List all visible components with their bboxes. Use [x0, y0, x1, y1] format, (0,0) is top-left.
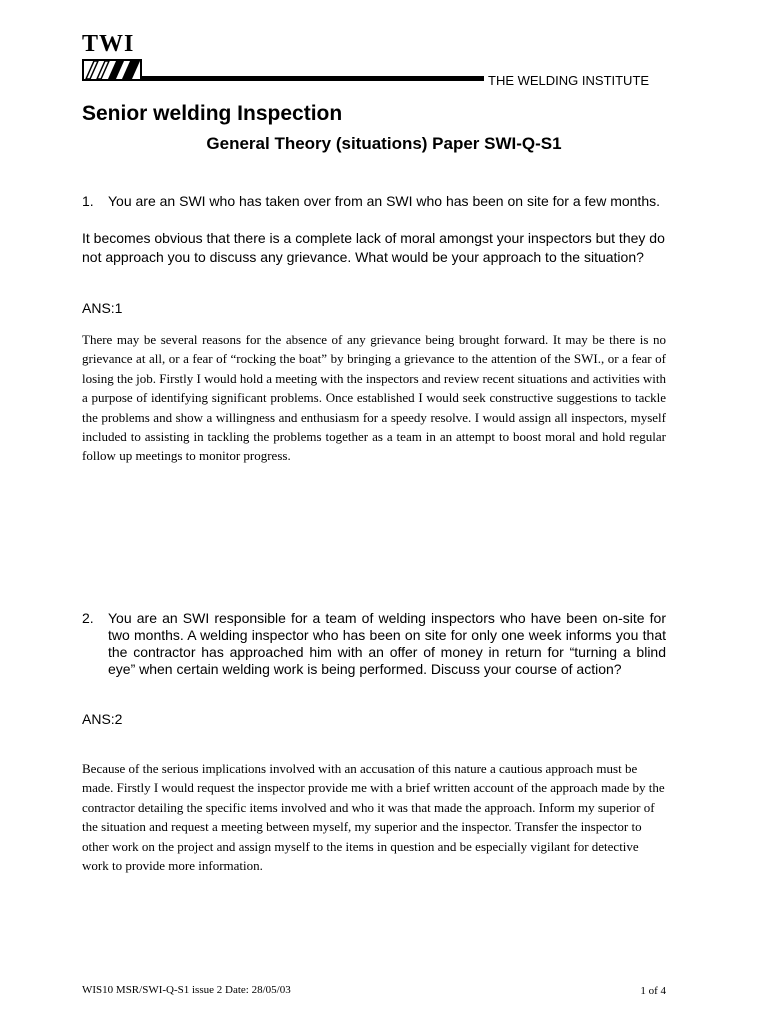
institute-name: THE WELDING INSTITUTE	[488, 73, 650, 88]
document-title: Senior welding Inspection	[82, 102, 343, 125]
page-number: 1 of 4	[640, 985, 666, 997]
answer-2-text: Because of the serious implications involved with an accusation of this nature a cautious approach must be made. Firstly I would request the inspector provide me with a brief written account of the approach made by the contractor detailing the specific items involved and who it was that made the approach. Inform my superior of the situation and request a meeting between myself, my superior and the inspector. Transfer the inspector to other work on the project and assign myself to the items in question and be especially vigilant for detective work to provide more information.	[82, 761, 665, 874]
question-1	[82, 193, 666, 210]
answer-1-text: There may be several reasons for the absence of any grievance being brought forward. It may be there is no grievance at all, or a fear of “rocking the boat” by bringing a grievance to the attention of the SWI., or a fear of losing the job. Firstly I would hold a meeting with the inspectors and review recent situations and activities with a purpose of identifying significant problems. Once established I would seek constructive suggestions to tackle the problems and show a willingness and enthusiasm for a speedy resolve. I would assign all inspectors, myself included to assisting in tackling the problems together as a team in an attempt to boost moral and hold regular follow up meetings to monitor progress.	[82, 332, 666, 464]
question-number: 2.	[82, 610, 94, 626]
footer-reference: WIS10 MSR/SWI-Q-S1 issue 2 Date: 28/05/03	[82, 984, 291, 996]
question-number: 1.	[82, 193, 94, 209]
answer-2-label: ANS:2	[82, 711, 123, 727]
document-subtitle: General Theory (situations) Paper SWI-Q-S1	[206, 134, 562, 153]
header-divider	[140, 76, 484, 81]
answer-1-label: ANS:1	[82, 300, 123, 316]
question-2	[82, 610, 666, 678]
question-text: You are an SWI who has taken over from an SWI who has been on site for a few months.	[108, 193, 660, 209]
twi-logo-mark-icon	[82, 59, 144, 81]
twi-logo-text: TWI	[82, 31, 135, 57]
question-1-continuation: It becomes obvious that there is a complete lack of moral amongst your inspectors but they do not approach you to discuss any grievance. What would be your approach to the situation?	[82, 230, 665, 265]
question-text: You are an SWI responsible for a team of welding inspectors who have been on-site for two months. A welding inspector who has been on site for only one week informs you that the contractor has approached him with an offer of money in return for “turning a blind eye” when certain welding work is being performed. Discuss your course of action?	[108, 610, 666, 677]
